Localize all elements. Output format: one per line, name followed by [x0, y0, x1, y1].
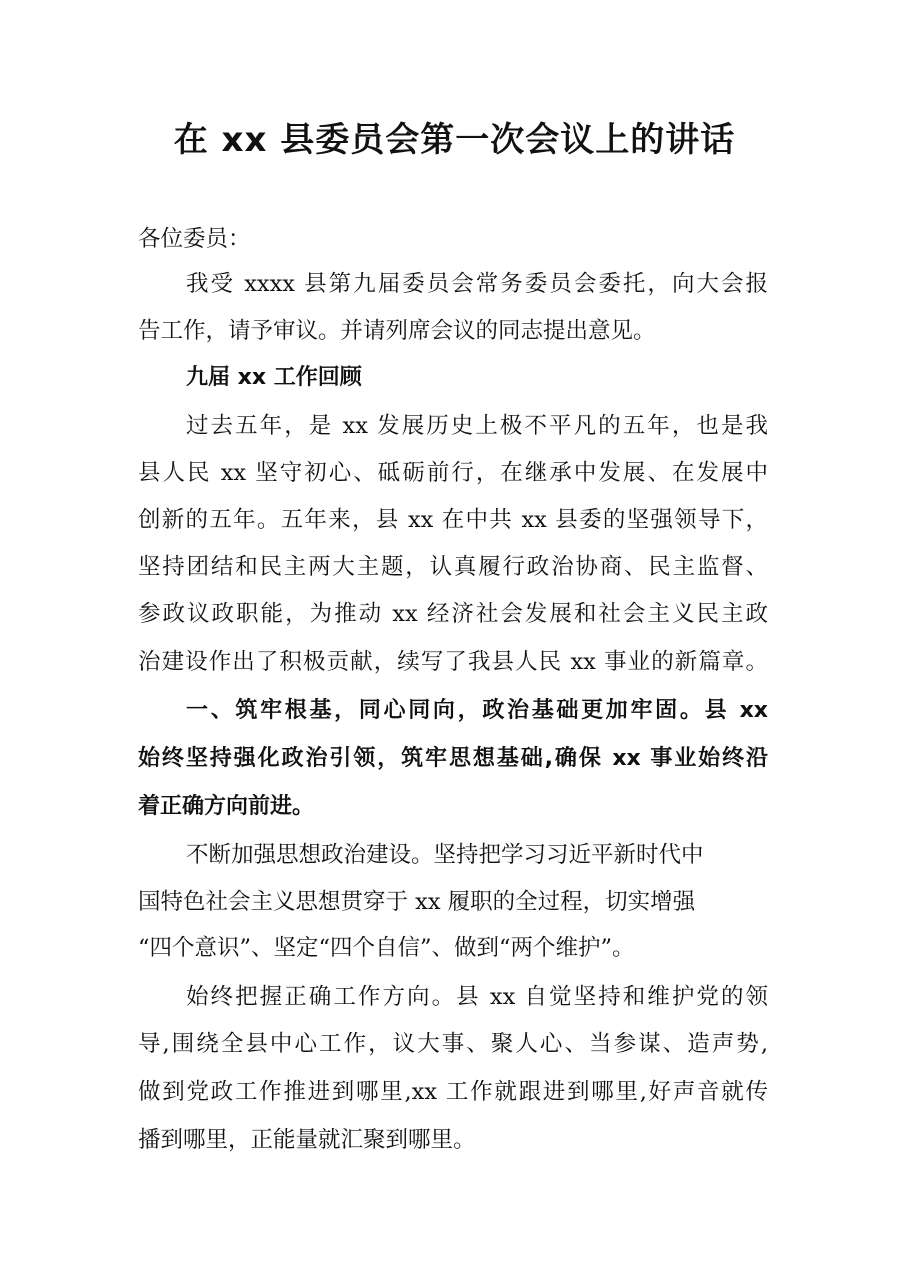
- paragraph-line: 创新的五年。五年来，县 xx 在中共 xx 县委的坚强领导下，: [138, 507, 768, 533]
- paragraph-line: 不断加强思想政治建设。坚持把学习习近平新时代中: [186, 842, 704, 868]
- document-title: 在 xx 县委员会第一次会议上的讲话: [173, 120, 736, 160]
- paragraph-line: 治建设作出了积极贡献，续写了我县人民 xx 事业的新篇章。: [138, 649, 768, 675]
- paragraph-line: 告工作，请予审议。并请列席会议的同志提出意见。: [138, 318, 656, 344]
- section-heading: 九届 xx 工作回顾: [186, 365, 362, 390]
- paragraph-line: 始终把握正确工作方向。县 xx 自觉坚持和维护党的领: [186, 984, 768, 1010]
- subsection-heading-line: 着正确方向前进。: [138, 794, 315, 819]
- subsection-heading-line: 一、筑牢根基，同心同向，政治基础更加牢固。县 xx: [186, 698, 768, 723]
- paragraph-line: 做到党政工作推进到哪里,xx 工作就跟进到哪里,好声音就传: [138, 1079, 768, 1105]
- paragraph-line: 导,围绕全县中心工作，议大事、聚人心、当参谋、造声势,: [138, 1031, 768, 1057]
- salutation: 各位委员：: [138, 226, 251, 252]
- paragraph-line: 国特色社会主义思想贯穿于 xx 履职的全过程，切实增强: [138, 889, 696, 915]
- paragraph-line: 我受 xxxx 县第九届委员会常务委员会委托，向大会报: [186, 271, 768, 297]
- paragraph-line: “四个意识”、坚定“四个自信”、做到“两个维护”。: [138, 935, 635, 961]
- subsection-heading-line: 始终坚持强化政治引领，筑牢思想基础,确保 xx 事业始终沿: [138, 746, 768, 771]
- paragraph-line: 坚持团结和民主两大主题，认真履行政治协商、民主监督、: [138, 554, 768, 580]
- paragraph-line: 县人民 xx 坚守初心、砥砺前行，在继承中发展、在发展中: [138, 460, 768, 486]
- paragraph-line: 过去五年，是 xx 发展历史上极不平凡的五年，也是我: [186, 413, 768, 439]
- paragraph-line: 播到哪里，正能量就汇聚到哪里。: [138, 1127, 476, 1153]
- paragraph-line: 参政议政职能，为推动 xx 经济社会发展和社会主义民主政: [138, 601, 768, 627]
